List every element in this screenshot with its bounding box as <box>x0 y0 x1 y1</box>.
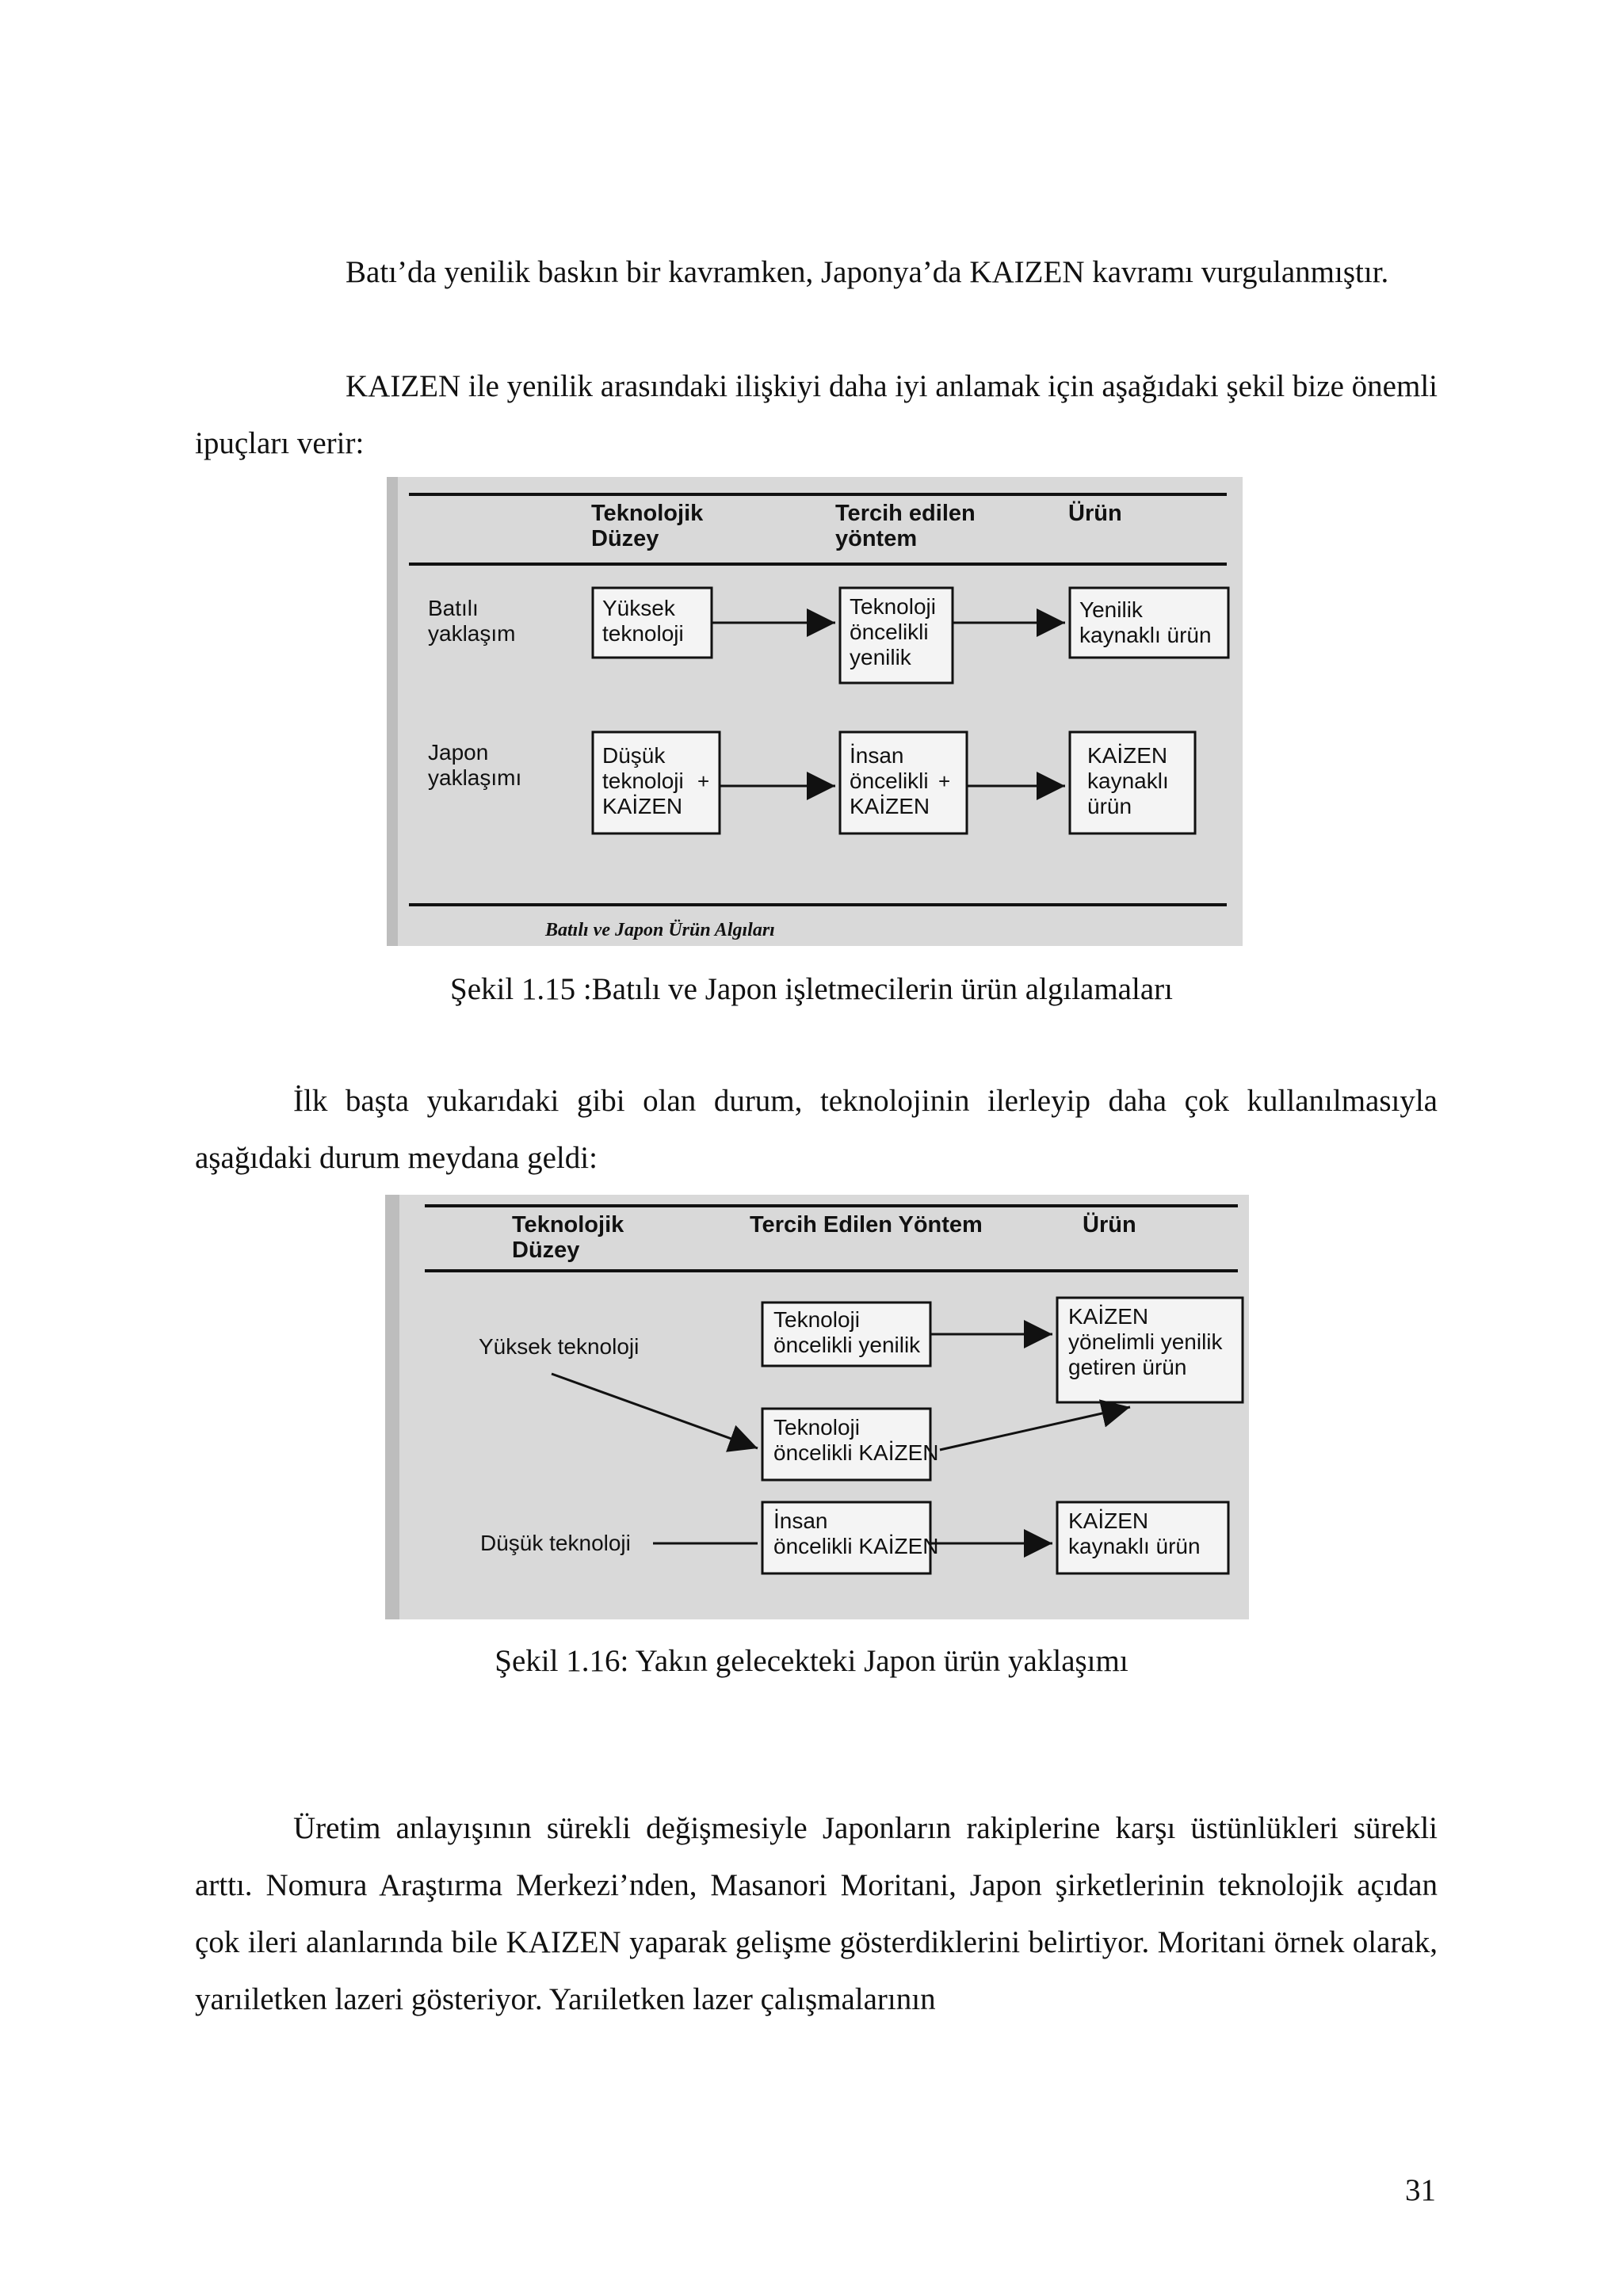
page-number: 31 <box>1405 2173 1436 2207</box>
fig1-box-high-tech: Yüksek teknoloji <box>602 596 684 646</box>
figure-western-japanese-product <box>387 477 1243 946</box>
figure-near-future-japanese-approach <box>385 1195 1249 1619</box>
figure-2-caption: Şekil 1.16: Yakın gelecekteki Japon ürün yaklaşımı <box>495 1644 1128 1678</box>
fig1-box-tech-priority-innovation: Teknoloji öncelikli yenilik <box>850 594 936 669</box>
fig1-box-human-priority-kaizen: İnsan öncelikli KAİZEN <box>850 743 930 818</box>
fig1-inner-caption: Batılı ve Japon Ürün Algıları <box>545 920 775 940</box>
paragraph-2: KAIZEN ile yenilik arasındaki ilişkiyi daha iyi anlamak için aşağıdaki şekil bize önemli ipuçları verir: <box>195 369 1438 460</box>
paragraph-4: Üretim anlayışının sürekli değişmesiyle Japonların rakiplerine karşı üstünlükleri sürekli arttı. Nomura Araştırma Merkezi’nden, Masanori Moritani, Japon şirketlerinin teknolojik açıdan çok ileri alanlarında bile KAIZEN yaparak gelişme gösterdiklerini belirtiyor. Moritani örnek olarak, yarıiletken lazeri gösteriyor. Yarıiletken lazer çalışmalarının <box>195 1811 1438 2016</box>
fig2-box-tech-priority-innovation: Teknoloji öncelikli yenilik <box>773 1307 921 1357</box>
figure1-lines <box>387 477 1243 946</box>
fig2-box-tech-priority-kaizen: Teknoloji öncelikli KAİZEN <box>773 1415 939 1465</box>
fig2-box-kaizen-product: KAİZEN kaynaklı ürün <box>1068 1508 1201 1558</box>
fig1-plus-2: + <box>938 769 951 793</box>
fig1-plus-1: + <box>697 769 710 793</box>
figure-1-caption: Şekil 1.15 :Batılı ve Japon işletmecilerin ürün algılamaları <box>450 972 1173 1006</box>
fig2-low-tech: Düşük teknoloji <box>480 1531 631 1555</box>
fig2-header-method: Tercih Edilen Yöntem <box>750 1212 983 1238</box>
fig1-row-western: Batılı yaklaşım <box>428 596 516 646</box>
fig2-box-human-priority-kaizen: İnsan öncelikli KAİZEN <box>773 1508 939 1558</box>
paragraph-1: Batı’da yenilik baskın bir kavramken, Japonya’da KAIZEN kavramı vurgulanmıştır. <box>346 255 1389 289</box>
fig2-header-product: Ürün <box>1083 1212 1136 1238</box>
fig1-box-innovation-product: Yenilik kaynaklı ürün <box>1079 597 1212 647</box>
fig2-box-kaizen-innovation-product: KAİZEN yönelimli yenilik getiren ürün <box>1068 1304 1223 1379</box>
fig1-header-product: Ürün <box>1068 501 1122 526</box>
fig1-box-kaizen-product: KAİZEN kaynaklı ürün <box>1087 743 1169 818</box>
fig2-high-tech: Yüksek teknoloji <box>479 1334 640 1359</box>
fig1-box-low-tech-kaizen: Düşük teknoloji KAİZEN <box>602 743 684 818</box>
fig1-row-japanese: Japon yaklaşımı <box>428 740 522 790</box>
paragraph-3: İlk başta yukarıdaki gibi olan durum, teknolojinin ilerleyip daha çok kullanılmasıyla aşağıdaki durum meydana geldi: <box>195 1084 1438 1175</box>
fig1-header-method: Tercih edilen yöntem <box>835 501 976 551</box>
fig1-header-level: Teknolojik Düzey <box>591 501 704 551</box>
fig2-header-level: Teknolojik Düzey <box>512 1212 624 1263</box>
